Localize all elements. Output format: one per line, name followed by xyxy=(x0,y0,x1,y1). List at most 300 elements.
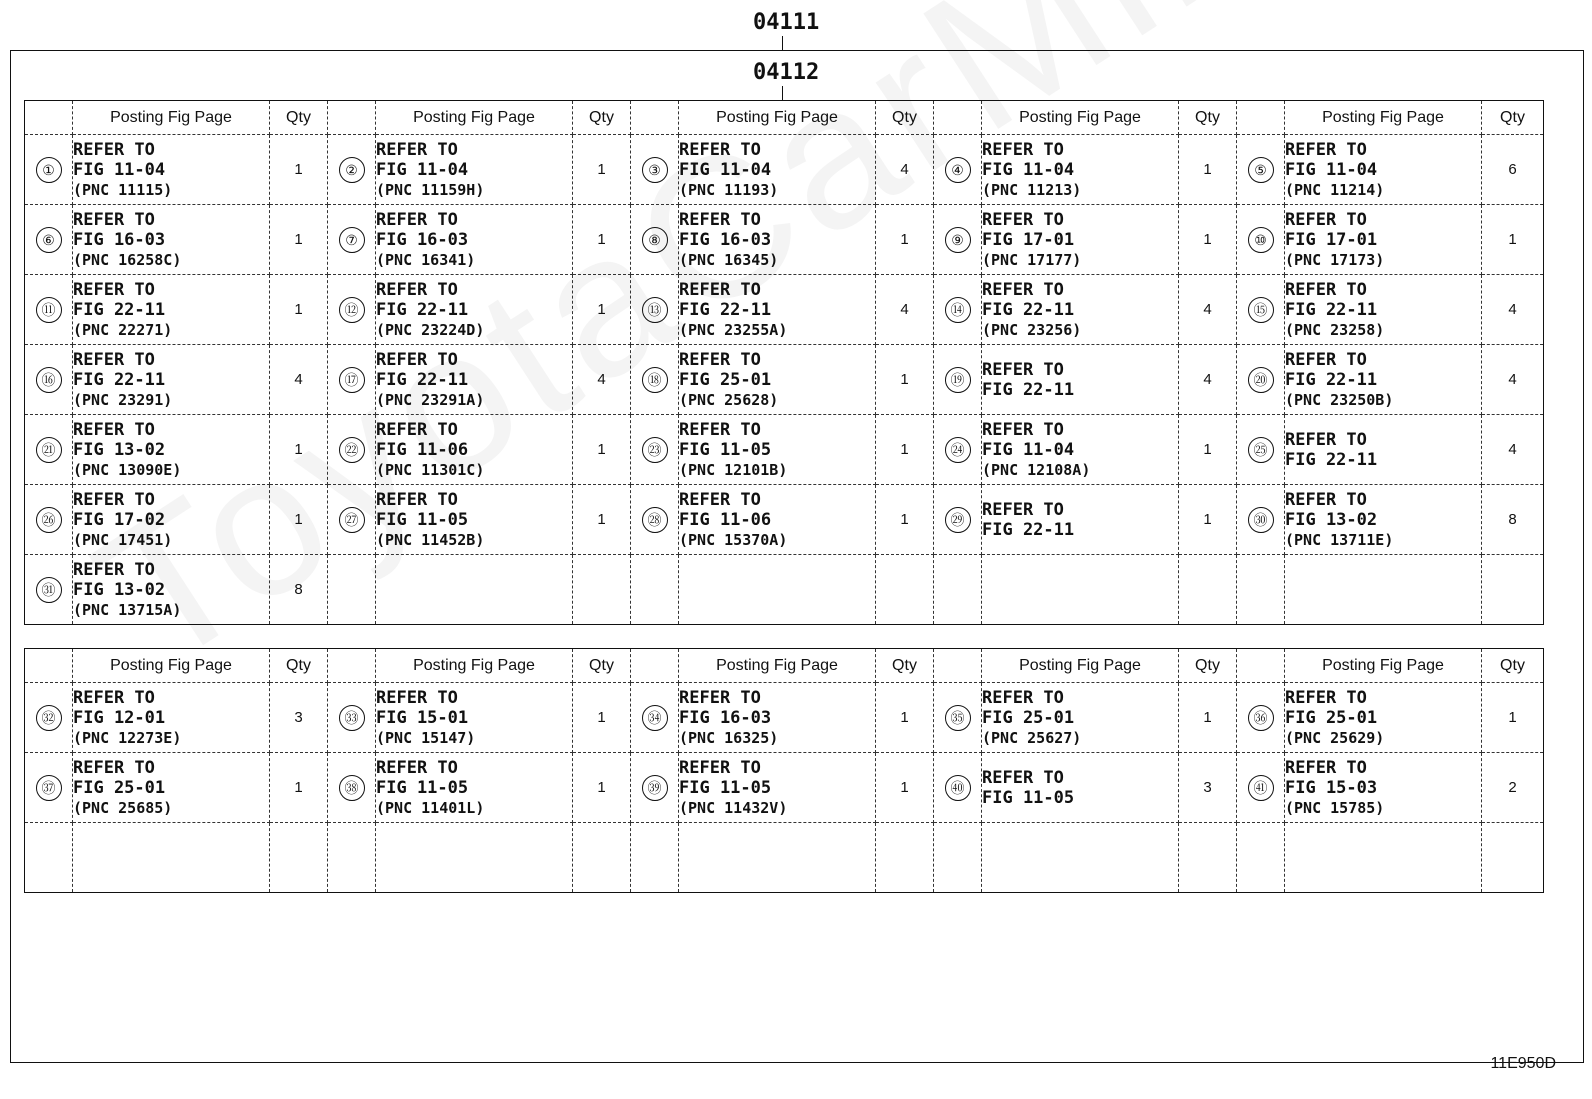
qty-cell: 8 xyxy=(270,555,328,625)
refer-line: REFER TO xyxy=(376,419,458,440)
item-number-cell xyxy=(631,753,679,823)
item-number: ⑭ xyxy=(945,297,971,323)
qty-header: Qty xyxy=(1179,101,1237,135)
item-number: ㊵ xyxy=(945,775,971,801)
fig-line: FIG 11-04 xyxy=(1285,159,1378,180)
fig-line: FIG 25-01 xyxy=(73,777,166,798)
qty-cell: 4 xyxy=(876,135,934,205)
item-number: ㉞ xyxy=(642,705,668,731)
pnc-line: (PNC 25627) xyxy=(982,728,1082,747)
item-number: ㉝ xyxy=(339,705,365,731)
reference-cell xyxy=(376,683,573,753)
qty-cell: 1 xyxy=(876,345,934,415)
qty-header: Qty xyxy=(1179,649,1237,683)
reference-cell xyxy=(73,823,270,893)
pnc-line: (PNC 25628) xyxy=(679,390,779,409)
num-header xyxy=(25,101,73,135)
fig-line: FIG 25-01 xyxy=(679,369,772,390)
fig-line: FIG 22-11 xyxy=(1285,369,1378,390)
item-number: ⑲ xyxy=(945,367,971,393)
item-number-cell xyxy=(934,555,982,625)
qty-cell: 4 xyxy=(573,345,631,415)
qty-cell: 1 xyxy=(1179,683,1237,753)
refer-line: REFER TO xyxy=(679,687,761,708)
qty-cell: 1 xyxy=(876,753,934,823)
qty-header: Qty xyxy=(270,649,328,683)
num-header xyxy=(934,101,982,135)
reference-cell xyxy=(1285,753,1482,823)
posting-header: Posting Fig Page xyxy=(679,101,876,135)
reference-cell xyxy=(73,135,270,205)
item-number: ㉔ xyxy=(945,437,971,463)
refer-line: REFER TO xyxy=(982,687,1064,708)
item-number: ㉙ xyxy=(945,507,971,533)
fig-line: FIG 11-04 xyxy=(679,159,772,180)
refer-line: REFER TO xyxy=(1285,209,1367,230)
qty-cell xyxy=(270,823,328,893)
fig-line: FIG 11-04 xyxy=(982,439,1075,460)
refer-line: REFER TO xyxy=(73,279,155,300)
item-number: ⑰ xyxy=(339,367,365,393)
refer-line: REFER TO xyxy=(376,757,458,778)
reference-cell xyxy=(679,753,876,823)
table-row xyxy=(25,683,1544,753)
fig-line: FIG 22-11 xyxy=(73,369,166,390)
item-number: ⑤ xyxy=(1248,157,1274,183)
item-number-cell xyxy=(934,753,982,823)
assembly-label-04111: 04111 xyxy=(753,10,820,35)
qty-cell: 1 xyxy=(876,485,934,555)
posting-header: Posting Fig Page xyxy=(982,649,1179,683)
item-number-cell xyxy=(631,485,679,555)
item-number-cell xyxy=(1237,555,1285,625)
reference-cell xyxy=(1285,135,1482,205)
reference-cell xyxy=(376,345,573,415)
fig-line: FIG 17-02 xyxy=(73,509,166,530)
reference-cell xyxy=(679,485,876,555)
refer-line: REFER TO xyxy=(73,559,155,580)
reference-cell xyxy=(73,485,270,555)
item-number: ⑩ xyxy=(1248,227,1274,253)
reference-cell xyxy=(679,555,876,625)
pnc-line: (PNC 15370A) xyxy=(679,530,788,549)
qty-cell: 4 xyxy=(1482,415,1544,485)
reference-cell xyxy=(679,415,876,485)
pnc-line: (PNC 11432V) xyxy=(679,798,788,817)
fig-line: FIG 11-06 xyxy=(376,439,469,460)
pnc-line: (PNC 11115) xyxy=(73,180,173,199)
item-number-cell xyxy=(631,415,679,485)
reference-cell xyxy=(1285,415,1482,485)
refer-line: REFER TO xyxy=(679,489,761,510)
num-header xyxy=(631,101,679,135)
item-number-cell xyxy=(328,485,376,555)
item-number-cell xyxy=(631,345,679,415)
pnc-line: (PNC 12108A) xyxy=(982,460,1091,479)
pnc-line: (PNC 25685) xyxy=(73,798,173,817)
reference-cell xyxy=(376,555,573,625)
item-number-cell xyxy=(328,753,376,823)
fig-line: FIG 17-01 xyxy=(982,229,1075,250)
pnc-line: (PNC 11159H) xyxy=(376,180,485,199)
qty-cell: 1 xyxy=(1482,683,1544,753)
refer-line: REFER TO xyxy=(982,499,1064,520)
reference-cell xyxy=(73,415,270,485)
num-header xyxy=(25,649,73,683)
table-row xyxy=(25,275,1544,345)
qty-cell: 1 xyxy=(270,485,328,555)
pnc-line: (PNC 23255A) xyxy=(679,320,788,339)
qty-cell: 1 xyxy=(876,205,934,275)
item-number-cell xyxy=(631,135,679,205)
pnc-line: (PNC 11193) xyxy=(679,180,779,199)
fig-line: FIG 11-05 xyxy=(679,777,772,798)
item-number-cell xyxy=(328,275,376,345)
refer-line: REFER TO xyxy=(1285,687,1367,708)
header-row xyxy=(25,649,1544,683)
reference-cell xyxy=(982,275,1179,345)
qty-cell: 1 xyxy=(270,275,328,345)
pnc-line: (PNC 23256) xyxy=(982,320,1082,339)
fig-line: FIG 11-05 xyxy=(376,509,469,530)
fig-line: FIG 16-03 xyxy=(376,229,469,250)
qty-header: Qty xyxy=(1482,649,1544,683)
fig-line: FIG 13-02 xyxy=(73,439,166,460)
reference-cell xyxy=(1285,683,1482,753)
fig-line: FIG 16-03 xyxy=(73,229,166,250)
pnc-line: (PNC 16345) xyxy=(679,250,779,269)
qty-cell: 1 xyxy=(270,753,328,823)
pnc-line: (PNC 23224D) xyxy=(376,320,485,339)
qty-cell xyxy=(573,555,631,625)
item-number: ⑮ xyxy=(1248,297,1274,323)
qty-cell: 1 xyxy=(270,415,328,485)
item-number-cell xyxy=(934,205,982,275)
reference-cell xyxy=(73,275,270,345)
reference-cell xyxy=(982,415,1179,485)
refer-line: REFER TO xyxy=(376,279,458,300)
reference-cell xyxy=(679,823,876,893)
fig-line: FIG 11-05 xyxy=(982,787,1075,808)
reference-cell xyxy=(73,753,270,823)
item-number-cell xyxy=(1237,345,1285,415)
fig-line: FIG 22-11 xyxy=(376,369,469,390)
reference-cell xyxy=(376,753,573,823)
qty-cell: 1 xyxy=(876,415,934,485)
item-number-cell xyxy=(631,555,679,625)
pnc-line: (PNC 16341) xyxy=(376,250,476,269)
item-number-cell xyxy=(934,823,982,893)
num-header xyxy=(1237,101,1285,135)
qty-cell: 1 xyxy=(1179,205,1237,275)
item-number: ㊱ xyxy=(1248,705,1274,731)
item-number: ⑱ xyxy=(642,367,668,393)
pnc-line: (PNC 17177) xyxy=(982,250,1082,269)
item-number-cell xyxy=(934,683,982,753)
table-row xyxy=(25,205,1544,275)
illustration-code: 11E950D xyxy=(1490,1055,1556,1072)
qty-cell xyxy=(876,823,934,893)
item-number: ⑫ xyxy=(339,297,365,323)
qty-header: Qty xyxy=(573,649,631,683)
posting-header: Posting Fig Page xyxy=(73,649,270,683)
reference-cell xyxy=(982,555,1179,625)
pnc-line: (PNC 17451) xyxy=(73,530,173,549)
item-number: ⑪ xyxy=(36,297,62,323)
fig-line: FIG 22-11 xyxy=(982,299,1075,320)
item-number: ③ xyxy=(642,157,668,183)
qty-cell: 4 xyxy=(1482,275,1544,345)
item-number-cell xyxy=(328,555,376,625)
item-number-cell xyxy=(631,275,679,345)
reference-cell xyxy=(679,205,876,275)
item-number-cell xyxy=(934,275,982,345)
qty-cell: 1 xyxy=(573,485,631,555)
refer-line: REFER TO xyxy=(982,359,1064,380)
qty-cell: 1 xyxy=(573,683,631,753)
item-number: ㊳ xyxy=(339,775,365,801)
qty-cell: 1 xyxy=(573,275,631,345)
reference-cell xyxy=(73,345,270,415)
fig-line: FIG 22-11 xyxy=(1285,449,1378,470)
qty-cell: 1 xyxy=(1179,485,1237,555)
item-number: ㉚ xyxy=(1248,507,1274,533)
item-number: ㉑ xyxy=(36,437,62,463)
item-number-cell xyxy=(934,485,982,555)
fig-line: FIG 17-01 xyxy=(1285,229,1378,250)
pnc-line: (PNC 11301C) xyxy=(376,460,485,479)
fig-line: FIG 22-11 xyxy=(679,299,772,320)
reference-cell xyxy=(73,683,270,753)
refer-line: REFER TO xyxy=(73,687,155,708)
item-number: ⑨ xyxy=(945,227,971,253)
qty-cell xyxy=(876,555,934,625)
qty-header: Qty xyxy=(573,101,631,135)
fig-line: FIG 22-11 xyxy=(73,299,166,320)
fig-line: FIG 25-01 xyxy=(982,707,1075,728)
reference-cell xyxy=(1285,823,1482,893)
table-row xyxy=(25,135,1544,205)
fig-line: FIG 11-04 xyxy=(982,159,1075,180)
reference-cell xyxy=(376,485,573,555)
qty-cell: 1 xyxy=(573,205,631,275)
qty-cell: 1 xyxy=(573,415,631,485)
item-number: ② xyxy=(339,157,365,183)
qty-cell: 4 xyxy=(876,275,934,345)
posting-header: Posting Fig Page xyxy=(1285,101,1482,135)
reference-cell xyxy=(376,135,573,205)
pnc-line: (PNC 13715A) xyxy=(73,600,182,619)
pnc-line: (PNC 13090E) xyxy=(73,460,182,479)
pnc-line: (PNC 17173) xyxy=(1285,250,1385,269)
item-number-cell xyxy=(328,683,376,753)
fig-line: FIG 11-05 xyxy=(376,777,469,798)
fig-line: FIG 25-01 xyxy=(1285,707,1378,728)
fig-line: FIG 13-02 xyxy=(73,579,166,600)
item-number-cell xyxy=(1237,683,1285,753)
refer-line: REFER TO xyxy=(73,757,155,778)
fig-line: FIG 11-06 xyxy=(679,509,772,530)
item-number-cell xyxy=(934,415,982,485)
item-number-cell xyxy=(1237,275,1285,345)
refer-line: REFER TO xyxy=(1285,279,1367,300)
qty-cell xyxy=(1482,555,1544,625)
pnc-line: (PNC 11214) xyxy=(1285,180,1385,199)
pnc-line: (PNC 12273E) xyxy=(73,728,182,747)
refer-line: REFER TO xyxy=(679,419,761,440)
refer-line: REFER TO xyxy=(982,419,1064,440)
table-row xyxy=(25,753,1544,823)
item-number: ㉖ xyxy=(36,507,62,533)
qty-cell: 3 xyxy=(270,683,328,753)
refer-line: REFER TO xyxy=(1285,429,1367,450)
pnc-line: (PNC 23291) xyxy=(73,390,173,409)
item-number-cell xyxy=(631,823,679,893)
pnc-line: (PNC 25629) xyxy=(1285,728,1385,747)
item-number: ㉛ xyxy=(36,577,62,603)
posting-header: Posting Fig Page xyxy=(1285,649,1482,683)
item-number-cell xyxy=(934,345,982,415)
refer-line: REFER TO xyxy=(73,139,155,160)
item-number-cell xyxy=(631,683,679,753)
refer-line: REFER TO xyxy=(679,139,761,160)
item-number-cell xyxy=(25,205,73,275)
reference-cell xyxy=(982,135,1179,205)
qty-cell: 1 xyxy=(270,135,328,205)
pnc-line: (PNC 23258) xyxy=(1285,320,1385,339)
qty-cell: 2 xyxy=(1482,753,1544,823)
refer-line: REFER TO xyxy=(376,489,458,510)
refer-line: REFER TO xyxy=(982,279,1064,300)
item-number-cell xyxy=(25,275,73,345)
item-number: ⑯ xyxy=(36,367,62,393)
reference-cell xyxy=(376,823,573,893)
pnc-line: (PNC 11401L) xyxy=(376,798,485,817)
qty-cell: 4 xyxy=(1179,345,1237,415)
reference-cell xyxy=(376,415,573,485)
refer-line: REFER TO xyxy=(982,767,1064,788)
reference-cell xyxy=(376,205,573,275)
pnc-line: (PNC 23291A) xyxy=(376,390,485,409)
qty-cell: 1 xyxy=(876,683,934,753)
fig-line: FIG 22-11 xyxy=(376,299,469,320)
qty-cell: 1 xyxy=(1179,135,1237,205)
pnc-line: (PNC 13711E) xyxy=(1285,530,1394,549)
qty-cell: 8 xyxy=(1482,485,1544,555)
pnc-line: (PNC 11452B) xyxy=(376,530,485,549)
reference-cell xyxy=(982,753,1179,823)
item-number: ⑬ xyxy=(642,297,668,323)
posting-header: Posting Fig Page xyxy=(679,649,876,683)
fig-line: FIG 16-03 xyxy=(679,229,772,250)
item-number: ㉒ xyxy=(339,437,365,463)
item-number-cell xyxy=(25,135,73,205)
refer-line: REFER TO xyxy=(376,687,458,708)
fig-line: FIG 15-03 xyxy=(1285,777,1378,798)
item-number: ⑦ xyxy=(339,227,365,253)
item-number: ㉘ xyxy=(642,507,668,533)
item-number: ㊴ xyxy=(642,775,668,801)
refer-line: REFER TO xyxy=(73,209,155,230)
item-number: ㉕ xyxy=(1248,437,1274,463)
posting-header: Posting Fig Page xyxy=(73,101,270,135)
qty-cell xyxy=(1482,823,1544,893)
item-number: ㉗ xyxy=(339,507,365,533)
refer-line: REFER TO xyxy=(1285,489,1367,510)
qty-cell: 3 xyxy=(1179,753,1237,823)
num-header xyxy=(1237,649,1285,683)
reference-cell xyxy=(1285,555,1482,625)
qty-cell: 1 xyxy=(573,135,631,205)
item-number: ⑳ xyxy=(1248,367,1274,393)
item-number: ㊲ xyxy=(36,775,62,801)
refer-line: REFER TO xyxy=(376,209,458,230)
item-number-cell xyxy=(25,345,73,415)
qty-cell: 1 xyxy=(1482,205,1544,275)
pnc-line: (PNC 22271) xyxy=(73,320,173,339)
item-number-cell xyxy=(25,823,73,893)
posting-header: Posting Fig Page xyxy=(376,101,573,135)
refer-line: REFER TO xyxy=(73,489,155,510)
num-header xyxy=(328,101,376,135)
item-number-cell xyxy=(1237,485,1285,555)
item-number: ⑥ xyxy=(36,227,62,253)
item-number-cell xyxy=(25,683,73,753)
reference-cell xyxy=(982,683,1179,753)
reference-cell xyxy=(982,485,1179,555)
qty-cell xyxy=(573,823,631,893)
fig-line: FIG 22-11 xyxy=(982,379,1075,400)
leader-line-outer xyxy=(782,36,783,51)
item-number-cell xyxy=(1237,753,1285,823)
qty-cell: 1 xyxy=(573,753,631,823)
refer-line: REFER TO xyxy=(376,139,458,160)
item-number-cell xyxy=(934,135,982,205)
assembly-label-04112: 04112 xyxy=(753,60,820,85)
refer-line: REFER TO xyxy=(982,139,1064,160)
qty-cell xyxy=(1179,823,1237,893)
refer-line: REFER TO xyxy=(679,349,761,370)
reference-cell xyxy=(1285,485,1482,555)
refer-line: REFER TO xyxy=(1285,349,1367,370)
item-number: ㉟ xyxy=(945,705,971,731)
fig-line: FIG 22-11 xyxy=(1285,299,1378,320)
qty-cell xyxy=(1179,555,1237,625)
pnc-line: (PNC 16258C) xyxy=(73,250,182,269)
table-row xyxy=(25,415,1544,485)
fig-line: FIG 11-04 xyxy=(73,159,166,180)
fig-line: FIG 22-11 xyxy=(982,519,1075,540)
qty-cell: 4 xyxy=(270,345,328,415)
item-number-cell xyxy=(25,415,73,485)
item-number-cell xyxy=(328,415,376,485)
reference-cell xyxy=(679,135,876,205)
item-number-cell xyxy=(328,135,376,205)
parts-table-2 xyxy=(24,648,1544,893)
fig-line: FIG 12-01 xyxy=(73,707,166,728)
num-header xyxy=(934,649,982,683)
reference-cell xyxy=(982,345,1179,415)
num-header xyxy=(631,649,679,683)
refer-line: REFER TO xyxy=(376,349,458,370)
refer-line: REFER TO xyxy=(679,209,761,230)
refer-line: REFER TO xyxy=(679,279,761,300)
table-row xyxy=(25,555,1544,625)
refer-line: REFER TO xyxy=(982,209,1064,230)
item-number-cell xyxy=(1237,205,1285,275)
pnc-line: (PNC 23250B) xyxy=(1285,390,1394,409)
refer-line: REFER TO xyxy=(73,419,155,440)
